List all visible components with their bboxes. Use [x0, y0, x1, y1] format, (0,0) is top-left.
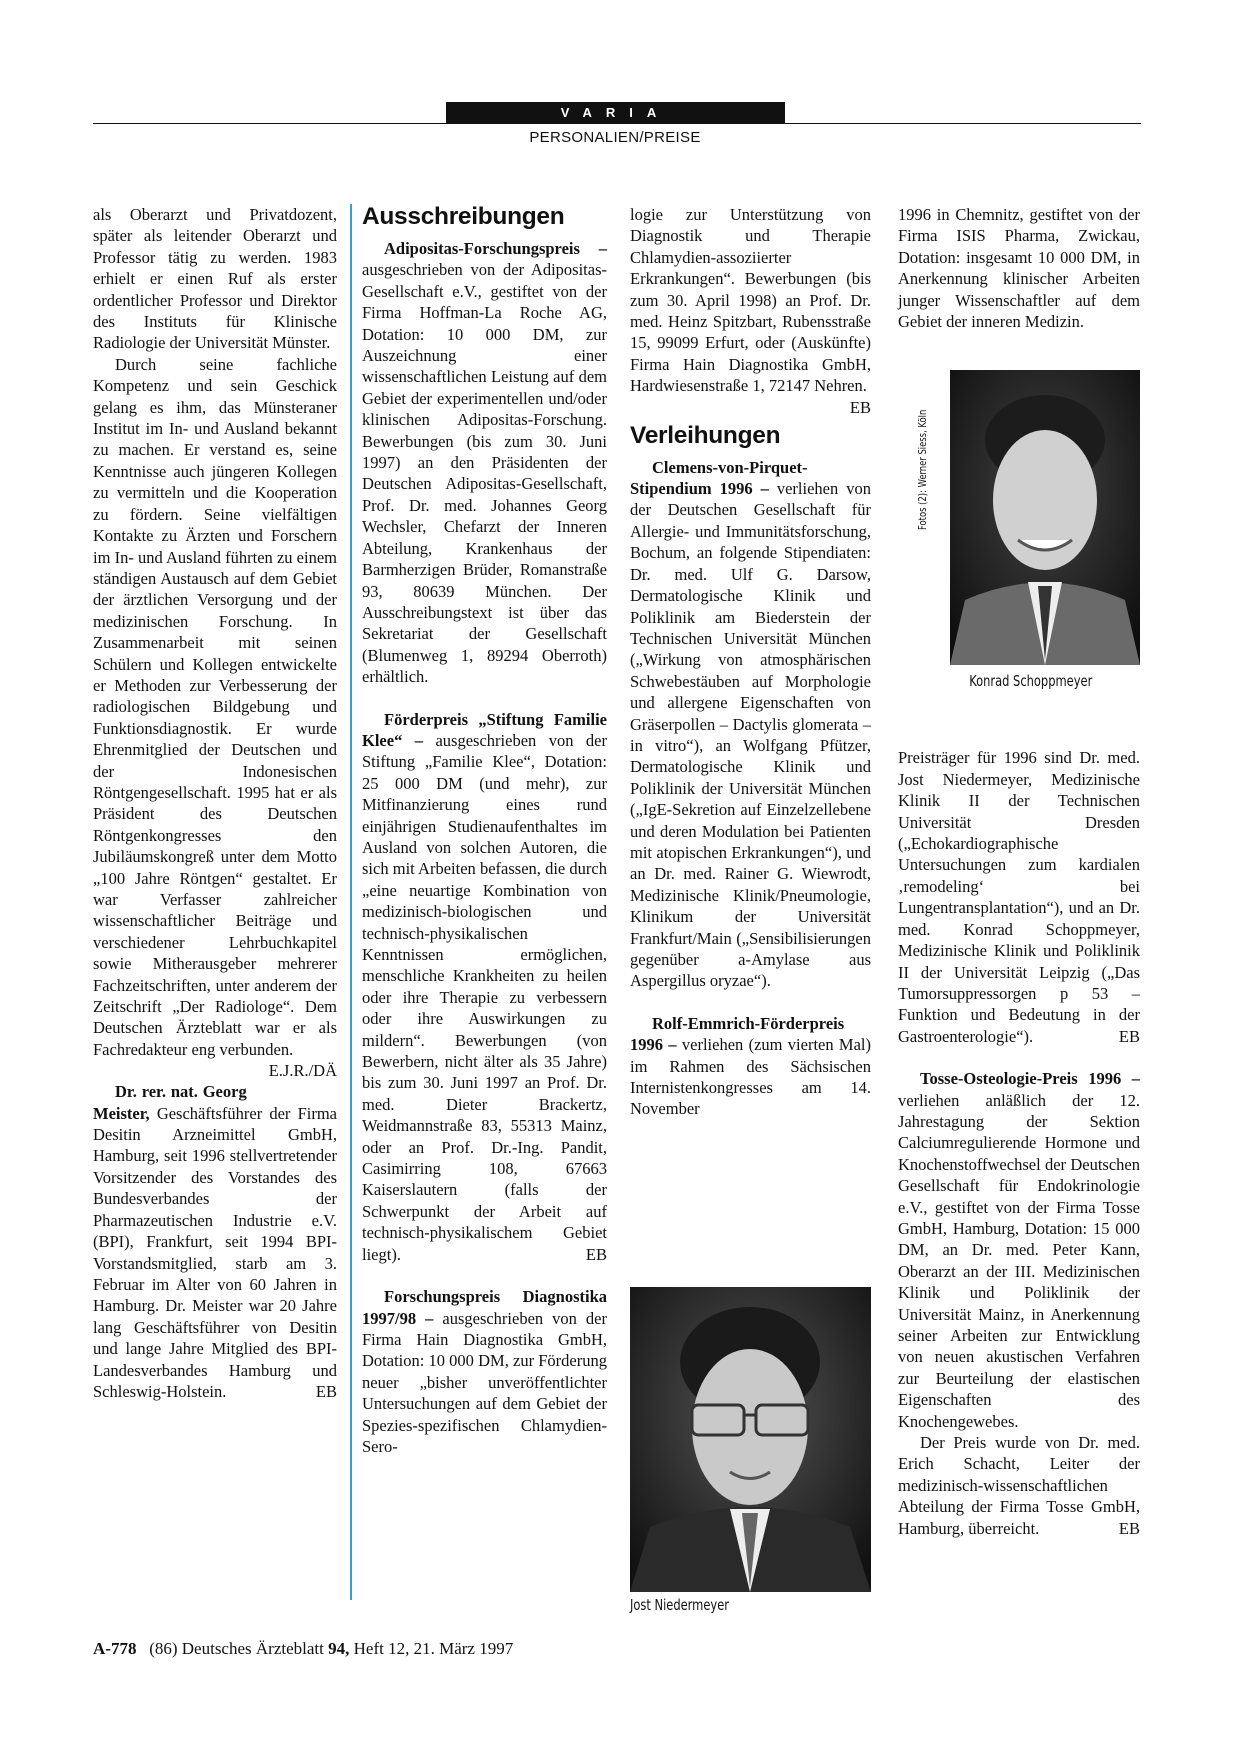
- column-3: [630, 204, 871, 1120]
- paragraph: Clemens-von-Pirquet-Stipendium 1996 – verliehen von der Deutschen Gesellschaft für Allergie- und Immunitätsforschung, Bochum, an folgende Stipendiaten: Dr. med. Ulf G. Darsow, Dermatologische Klinik und Poliklinik am Biederstein der Technischen Universität München („Wirkung von atmosphärischen Schwebestäuben auf Morphologie und allergene Eigenschaften von Gräserpollen – Dactylis glomerata – in vitro“), an Wolfgang Pfützer, Dermatologische Klinik und Poliklinik der Universität München („IgE-Sekretion auf Einzelzellebene und deren Modulation bei Patienten mit atopischen Erkrankungen“), und an Dr. med. Rainer G. Wiewrodt, Medizinische Klinik/Pneumologie, Klinikum der Universität Frankfurt/Main („Sensibilisierungen gegenüber a-Amylase aus Aspergillus oryzae“).: [630, 457, 871, 991]
- bold-lead: Clemens-von-Pirquet-Stipendium 1996 –: [630, 457, 808, 499]
- paragraph: Dr. rer. nat. Georg Meister, Geschäftsführer der Firma Desitin Arzneimittel GmbH, Hamburg, seit 1996 stellvertretender Vorsitzender des Vorstandes des Bundesverbandes der Pharmazeutischen Industrie e.V. (BPI), Frankfurt, seit 1994 BPI-Vorstandsmitglied, starb am 3. Februar im Alter von 60 Jahren in Hamburg. Dr. Meister war 20 Jahre lang Geschäftsführer von Desitin und lange Jahre Mitglied des BPI-Landesverbandes Hamburg und Schleswig-Holstein. EB: [93, 1082, 337, 1401]
- bold-lead: Dr. rer. nat. Georg Meister,: [93, 1082, 247, 1123]
- bold-lead: Förderpreis „Stiftung Familie Klee“ –: [362, 709, 607, 750]
- paragraph: Rolf-Emmrich-Förderpreis 1996 – verliehen (zum vierten Mal) im Rahmen des Sächsischen Internistenkongresses am 14. November: [630, 1013, 872, 1119]
- column-divider: [350, 204, 352, 1600]
- paragraph: Förderpreis „Stiftung Familie Klee“ – ausgeschrieben von der Stiftung „Familie Klee“, Dotation: 25 000 DM (und mehr), zur Mitfinanzierung eines rund einjährigen Studienaufenthaltes im Ausland von solchen Autoren, die sich mit Arbeiten befassen, die durch „eine neuartige Kombination von medizinisch-biologischen und technisch-physikalischen Kenntnissen ermöglichen, menschliche Krankheiten zu heilen oder ihre Therapie zu verbessern oder ihre Auswirkungen zu mildern“. Bewerbungen (von Bewerbern, nicht älter als 35 Jahre) bis zum 30. Juni 1997 an Prof. Dr. med. Dieter Brackertz, Weidmannstraße 83, 55313 Mainz, oder an Prof. Dr.-Ing. Pandit, Casimirring 108, 67663 Kaiserslautern (falls der Schwerpunkt der Arbeit auf technisch-physikalischem Gebiet liegt). EB: [362, 709, 607, 1264]
- bold-lead: Rolf-Emmrich-Förderpreis 1996 –: [630, 1013, 845, 1055]
- paragraph: Preisträger für 1996 sind Dr. med. Jost Niedermeyer, Medizinische Klinik II der Technischen Universität Dresden („Echokardiographische Untersuchungen zum kardialen ‚remodeling‘ bei Lungentransplantation“), und an Dr. med. Konrad Schoppmeyer, Medizinische Klinik und Poliklinik II der Universität Leipzig („Das Tumorsuppressorgen p 53 – Funktion und Bedeutung in der Gastroenterologie“). EB: [898, 748, 1140, 1046]
- portrait-photo-niedermeyer: [630, 1287, 871, 1592]
- paragraph: Durch seine fachliche Kompetenz und sein Geschick gelang es ihm, das Münsteraner Institut im In- und Ausland bekannt zu machen. Er verstand es, seine Kenntnisse auch jüngeren Kollegen zu vermitteln und die Kooperation zu fördern. Seine vielfältigen Kontakte zu Ärzten und Forschern im In- und Ausland führten zu einem ständigen Austausch auf dem Gebiet der ärztlichen Versorgung und der medizinischen Forschung. In Zusammenarbeit mit seinen Schülern und Kollegen entwickelte er Methoden zur Verbesserung der radiologischen Bildgebung und Funktionsdiagnostik. Er wurde Ehrenmitglied der Deutschen und der Indonesischen Röntgengesellschaft. 1995 hat er als Präsident des Deutschen Röntgenkongresses den Jubiläumskongreß unter dem Motto „100 Jahre Röntgen“ gestaltet. Er war Verfasser zahlreicher wissenschaftlicher Beiträge und verschiedener Lehrbuchkapitel sowie Mitherausgeber mehrerer Fachzeitschriften, unter anderem der Zeitschrift „Der Radiologe“. Dem Deutschen Ärzteblatt war er als Fachredakteur eng verbunden. E.J.R./DÄ: [93, 354, 337, 1081]
- column-2: [362, 204, 607, 1457]
- paragraph: 1996 in Chemnitz, gestiftet von der Firma ISIS Pharma, Zwickau, Dotation: insgesamt 10 000 DM, in Anerkennung klinischer Arbeiten junger Wissenschaftler auf dem Gebiet der inneren Medizin.: [898, 205, 1140, 332]
- section-heading: Ausschreibungen: [362, 203, 565, 230]
- author-sign: EB: [849, 397, 871, 417]
- author-sign: E.J.R./DÄ: [268, 1061, 337, 1081]
- author-sign: EB: [1118, 1026, 1140, 1046]
- paragraph: Forschungspreis Diagnostika 1997/98 – ausgeschrieben von der Firma Hain Diagnostika GmbH, Dotation: 10 000 DM, zur Förderung neuer „bisher unveröffentlichter Untersuchungen auf dem Gebiet der Spezies-spezifischen Chlamydien-Sero-: [362, 1287, 608, 1456]
- paragraph: als Oberarzt und Privatdozent, später als leitender Oberarzt und Professor tätig zu werden. 1983 erhielt er einen Ruf als erster ordentlicher Professor und Direktor des Instituts für Klinische Radiologie der Universität Münster.: [93, 205, 337, 353]
- paragraph: logie zur Unterstützung von Diagnostik und Therapie Chlamydien-assoziierter Erkrankungen“. Bewerbungen (bis zum 30. April 1998) an Prof. Dr. med. Heinz Spitzbart, Rubensstraße 15, 99099 Erfurt, oder (Auskünfte) Firma Hain Diagnostika GmbH, Hardwiesenstraße 1, 72147 Nehren. EB: [630, 205, 871, 417]
- section-label: VARIA: [446, 102, 785, 123]
- page-number: A-778: [93, 1639, 137, 1658]
- paragraph: Der Preis wurde von Dr. med. Erich Schacht, Leiter der medizinisch-wissenschaftlichen Abteilung der Firma Tosse GmbH, Hamburg, überreicht. EB: [898, 1433, 1140, 1538]
- author-sign: EB: [315, 1381, 337, 1401]
- author-sign: EB: [585, 1244, 607, 1264]
- bold-lead: Adipositas-Forschungspreis –: [384, 239, 607, 258]
- bold-lead: Forschungspreis Diagnostika 1997/98 –: [362, 1287, 607, 1328]
- bold-lead: Tosse-Osteologie-Preis 1996 –: [920, 1069, 1140, 1089]
- column-1: [93, 204, 337, 1402]
- portrait-photo-schoppmeyer: [950, 370, 1140, 665]
- subsection-label: PERSONALIEN/PREISE: [529, 129, 701, 146]
- author-sign: EB: [1118, 1518, 1140, 1538]
- paragraph: Tosse-Osteologie-Preis 1996 – verliehen anläßlich der 12. Jahrestagung der Sektion Calciumregulierende Hormone und Knochenstoffwechsel der Deutschen Gesellschaft für Endokrinologie e.V., gestiftet von der Firma Tosse GmbH, Hamburg, Dotation: 15 000 DM, an Dr. med. Peter Kann, Oberarzt an der III. Medizinischen Klinik und Poliklinik der Universität Mainz, in Anerkennung seiner Arbeiten zur Entwicklung von neuen akustischen Verfahren zur Beurteilung der elastischen Eigenschaften des Knochengewebes.: [898, 1069, 1140, 1431]
- photo-credit: Fotos (2): Werner Siess, Köln: [916, 409, 929, 530]
- section-heading: Verleihungen: [630, 421, 781, 449]
- paragraph: Adipositas-Forschungspreis – ausgeschrieben von der Adipositas-Gesellschaft e.V., gestiftet von der Firma Hoffman-La Roche AG, Dotation: 10 000 DM, zur Auszeichnung einer wissenschaftlichen Leistung auf dem Gebiet der experimentellen und/oder klinischen Adipositas-Forschung. Bewerbungen (bis zum 30. Juni 1997) an den Präsidenten der Deutschen Adipositas-Gesellschaft, Prof. Dr. med. Johannes Georg Wechsler, Chefarzt der Inneren Abteilung, Krankenhaus der Barmherzigen Brüder, Romanstraße 93, 80639 München. Der Ausschreibungstext ist über das Sekretariat der Gesellschaft (Blumenweg 1, 89294 Oberroth) erhältlich.: [362, 239, 607, 687]
- photo-caption: Jost Niedermeyer: [630, 1596, 729, 1614]
- page-footer: A-778 (86) Deutsches Ärzteblatt 94, Heft 12, 21. März 1997: [93, 1639, 514, 1658]
- photo-caption: Konrad Schoppmeyer: [969, 672, 1093, 690]
- header-rule: [93, 123, 1141, 124]
